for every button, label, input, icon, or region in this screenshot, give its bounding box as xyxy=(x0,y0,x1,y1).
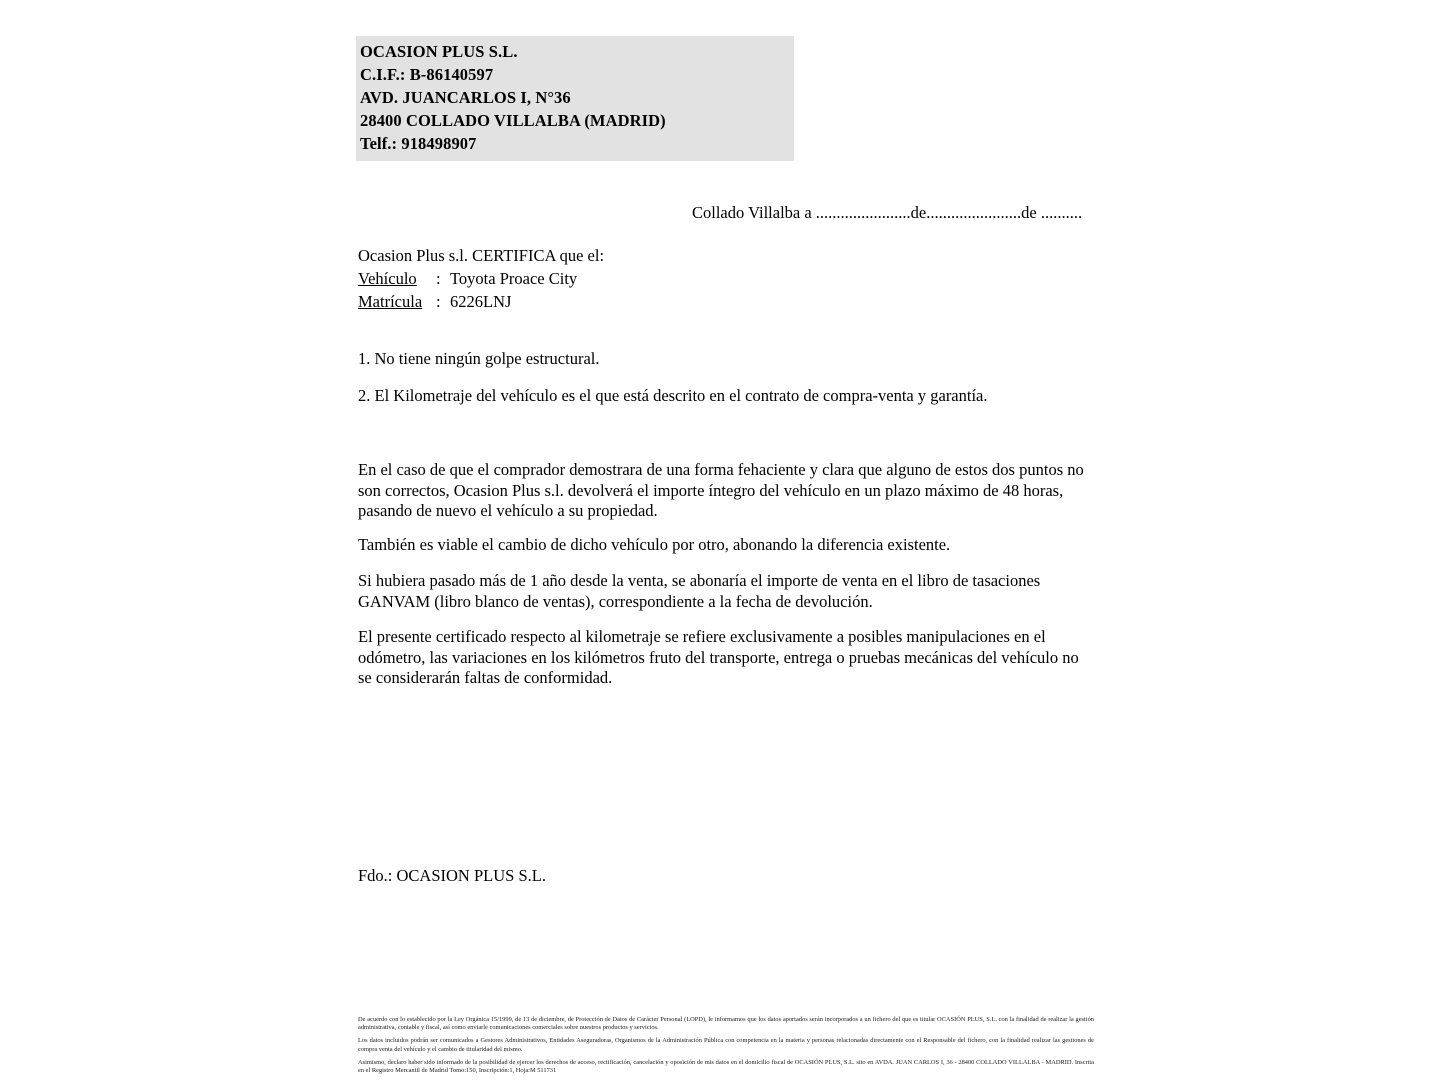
plate-field-separator: : xyxy=(436,292,441,311)
vehicle-field-separator: : xyxy=(436,269,441,288)
list-item: 2. El Kilometraje del vehículo es el que está descrito en el contrato de compra-venta y garantía. xyxy=(358,386,988,405)
paragraph-refund: En el caso de que el comprador demostrara de una forma fehaciente y clara que alguno de estos dos puntos no son correctos, Ocasion Plus s.l. devolverá el importe íntegro del vehículo en un plazo máximo de 48 horas, pasando de nuevo el vehículo a su propiedad. xyxy=(358,460,1084,520)
paragraph-exchange: También es viable el cambio de dicho vehículo por otro, abonando la diferencia existente. xyxy=(358,535,951,554)
legal-paragraph: De acuerdo con lo establecido por la Ley Orgánica 15/1999, de 13 de diciembre, de Protección de Datos de Carácter Personal (LOPD), le informamos que los datos aportados serán incorporados a un fichero del que es titular OCASIÓN PLUS, S.L. con la finalidad de realizar la gestión administrativa, contable y fiscal, así como enviarle comunicaciones comerciales sobre nuestros productos y servicios. xyxy=(358,1016,1094,1032)
company-phone: Telf.: 918498907 xyxy=(360,134,477,153)
legal-notice xyxy=(358,1016,1094,1075)
plate-field-label: Matrícula xyxy=(358,292,423,311)
company-letterhead xyxy=(356,36,794,161)
company-name: OCASION PLUS S.L. xyxy=(360,42,518,61)
signature-line: Fdo.: OCASION PLUS S.L. xyxy=(358,866,546,885)
legal-paragraph: Los datos incluidos podrán ser comunicados a Gestores Administrativos, Entidades Aseguradoras, Organismos de la Administración Pública con competencia en la materia y personas relacionadas directamente con el Responsable del fichero, con la finalidad realizar las gestiones de compra venta del vehículo y el cambio de titularidad del mismo. xyxy=(358,1037,1094,1053)
company-address: AVD. JUANCARLOS I, N°36 xyxy=(360,88,571,107)
vehicle-field-label: Vehículo xyxy=(358,269,417,288)
certifica-line: Ocasion Plus s.l. CERTIFICA que el: xyxy=(358,246,605,265)
paragraph-odometer: El presente certificado respecto al kilometraje se refiere exclusivamente a posibles manipulaciones en el odómetro, las variaciones en los kilómetros fruto del transporte, entrega o pruebas mecánicas del vehículo no se considerarán faltas de conformidad. xyxy=(358,627,1079,687)
vehicle-field-row xyxy=(358,269,577,289)
plate-field-row xyxy=(358,292,511,312)
vehicle-field-value: Toyota Proace City xyxy=(450,269,578,288)
place-date-line: Collado Villalba a .......................de.......................de .......... xyxy=(692,203,1083,222)
paragraph-ganvam: Si hubiera pasado más de 1 año desde la venta, se abonaría el importe de venta en el libro de tasaciones GANVAM (libro blanco de ventas), correspondiente a la fecha de devolución. xyxy=(358,571,1041,611)
company-city: 28400 COLLADO VILLALBA (MADRID) xyxy=(360,111,666,130)
company-cif: C.I.F.: B-86140597 xyxy=(360,65,494,84)
list-item: 1. No tiene ningún golpe estructural. xyxy=(358,349,600,368)
certificate-document xyxy=(356,0,1096,1080)
legal-paragraph: Asimismo, declaro haber sido informado de la posibilidad de ejercer los derechos de acceso, rectificación, cancelación y oposición de mis datos en el domicilio fiscal de OCASIÓN PLUS, S.L. sito en AVDA. JUAN CARLOS I, 36 - 28400 COLLADO VILLALBA - MADRID. Inscrita en el Registro Mercantil de Madrid Tomo:150, Inscripción:1, Hoja:M 511731 xyxy=(358,1058,1094,1075)
plate-field-value: 6226LNJ xyxy=(450,292,512,311)
